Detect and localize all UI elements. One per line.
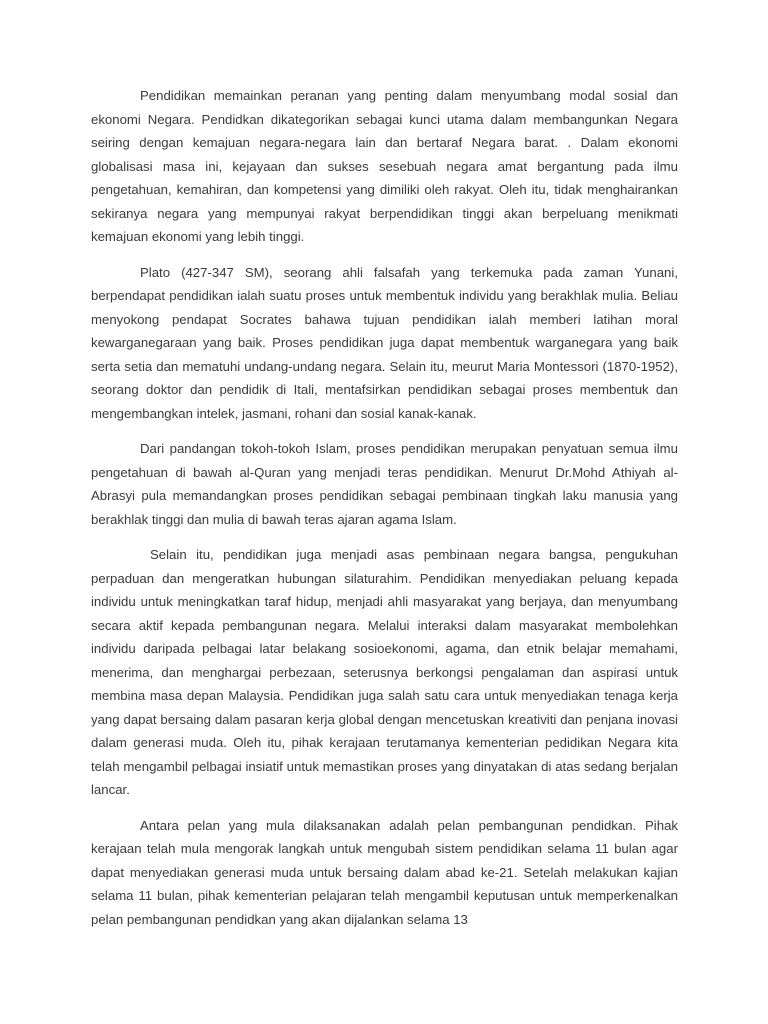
paragraph-3: Dari pandangan tokoh-tokoh Islam, proses pendidikan merupakan penyatuan semua ilmu pengetahuan di bawah al-Quran yang menjadi teras pendidikan. Menurut Dr.Mohd Athiyah al-Abrasyi pula memandangkan proses pendidikan sebagai pembinaan tingkah laku manusia yang berakhlak tinggi dan mulia di bawah teras ajaran agama Islam. bbox=[91, 441, 678, 527]
paragraph-1: Pendidikan memainkan peranan yang penting dalam menyumbang modal sosial dan ekonomi Negara. Pendidkan dikategorikan sebagai kunci utama dalam membangunkan Negara seiring dengan kemajuan negara-negara lain dan bertaraf Negara barat. . Dalam ekonomi globalisasi masa ini, kejayaan dan sukses sesebuah negara amat bergantung pada ilmu pengetahuan, kemahiran, dan kompetensi yang dimiliki oleh rakyat. Oleh itu, tidak menghairankan sekiranya negara yang mempunyai rakyat berpendidikan tinggi akan berpeluang menikmati kemajuan ekonomi yang lebih tinggi. bbox=[91, 88, 678, 244]
paragraph-4: Selain itu, pendidikan juga menjadi asas pembinaan negara bangsa, pengukuhan perpaduan dan mengeratkan hubungan silaturahim. Pendidikan menyediakan peluang kepada individu untuk meningkatkan taraf hidup, menjadi ahli masyarakat yang berjaya, dan menyumbang secara aktif kepada pembangunan negara. Melalui interaksi dalam masyarakat membolehkan individu daripada pelbagai latar belakang sosioekonomi, agama, dan etnik belajar memahami, menerima, dan menghargai perbezaan, seterusnya berkongsi pengalaman dan aspirasi untuk membina masa depan Malaysia. Pendidikan juga salah satu cara untuk menyediakan tenaga kerja yang dapat bersaing dalam pasaran kerja global dengan mencetuskan kreativiti dan penjana inovasi dalam generasi muda. Oleh itu, pihak kerajaan terutamanya kementerian pedidikan Negara kita telah mengambil pelbagai insiatif untuk memastikan proses yang dinyatakan di atas sedang berjalan lancar. bbox=[91, 547, 678, 797]
document-body bbox=[91, 84, 678, 943]
paragraph-5: Antara pelan yang mula dilaksanakan adalah pelan pembangunan pendidkan. Pihak kerajaan telah mula mengorak langkah untuk mengubah sistem pendidikan selama 11 bulan agar dapat menyediakan generasi muda untuk bersaing dalam abad ke-21. Setelah melakukan kajian selama 11 bulan, pihak kementerian pelajaran telah mengambil keputusan untuk memperkenalkan pelan pembangunan pendidkan yang akan dijalankan selama 13 bbox=[91, 817, 678, 927]
paragraph-2: Plato (427-347 SM), seorang ahli falsafah yang terkemuka pada zaman Yunani, berpendapat pendidikan ialah suatu proses untuk membentuk individu yang berakhlak mulia. Beliau menyokong pendapat Socrates bahawa tujuan pendidikan ialah memberi latihan moral kewarganegaraan yang baik. Proses pendidikan juga dapat membentuk warganegara yang baik serta setia dan mematuhi undang-undang negara. Selain itu, meurut Maria Montessori (1870-1952), seorang doktor dan pendidik di Itali, mentafsirkan pendidikan sebagai proses membentuk dan mengembangkan intelek, jasmani, rohani dan sosial kanak-kanak. bbox=[91, 264, 678, 421]
